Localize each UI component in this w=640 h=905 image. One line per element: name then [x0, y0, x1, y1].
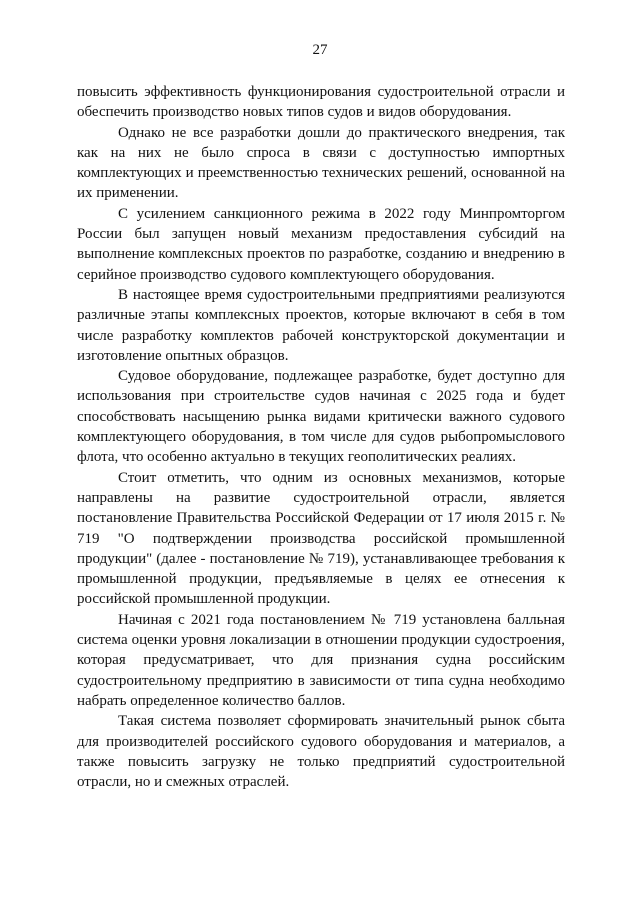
- document-body: [77, 82, 565, 792]
- paragraph-8: Такая система позволяет сформировать значительный рынок сбыта для производителей российского судового оборудования и материалов, а также повысить загрузку не только предприятий судостроительной отрасли, но и смежных отраслей.: [77, 713, 565, 791]
- paragraph-5: Судовое оборудование, подлежащее разработке, будет доступно для использования при строительстве судов начиная с 2025 года и будет способствовать насыщению рынка видами критически важного судового комплектующего оборудования, в том числе для судов рыбопромыслового флота, что особенно актуально в текущих геополитических реалиях.: [77, 368, 565, 466]
- page-number: 27: [312, 42, 328, 58]
- paragraph-1: повысить эффективность функционирования судостроительной отрасли и обеспечить производство новых типов судов и видов оборудования.: [77, 84, 565, 121]
- paragraph-4: В настоящее время судостроительными предприятиями реализуются различные этапы комплексных проектов, которые включают в себя в том числе разработку комплектов рабочей конструкторской документации и изготовление опытных образцов.: [77, 286, 565, 364]
- paragraph-7: Начиная с 2021 года постановлением № 719 установлена балльная система оценки уровня локализации в отношении продукции судостроения, которая предусматривает, что для признания судна российским судостроительному предприятию в зависимости от типа судна необходимо набрать определенное количество баллов.: [77, 611, 565, 709]
- paragraph-2: Однако не все разработки дошли до практического внедрения, так как на них не было спроса в связи с доступностью импортных комплектующих и преемственностью технических решений, основанной на их применении.: [77, 124, 565, 202]
- paragraph-3: С усилением санкционного режима в 2022 году Минпромторгом России был запущен новый механизм предоставления субсидий на выполнение комплексных проектов по разработке, созданию и внедрению в серийное производство судового комплектующего оборудования.: [77, 205, 565, 283]
- paragraph-6: Стоит отметить, что одним из основных механизмов, которые направлены на развитие судостроительной отрасли, является постановление Правительства Российской Федерации от 17 июля 2015 г. № 719 "О подтверждении производства российской промышленной продукции" (далее - постановление № 719), устанавливающее требования к промышленной продукции, предъявляемые в целях ее отнесения к российской промышленной продукции.: [77, 469, 565, 608]
